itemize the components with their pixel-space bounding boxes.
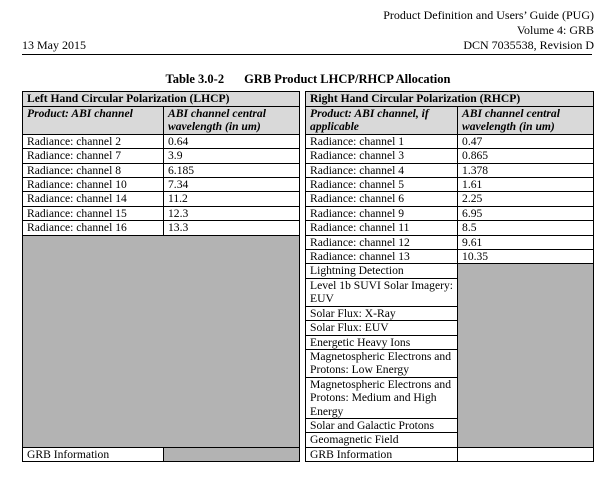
lhcp-product-cell: Radiance: channel 10: [23, 178, 164, 192]
header-title-line1: Product Definition and Users’ Guide (PUG): [383, 8, 594, 22]
lhcp-product-cell: Radiance: channel 15: [23, 206, 164, 220]
lhcp-wavelength-cell: 13.3: [164, 221, 300, 235]
lhcp-wavelength-cell: 6.185: [164, 163, 300, 177]
header-doc-number: DCN 7035538, Revision D: [463, 38, 594, 52]
rhcp-footer-blank: [458, 447, 594, 461]
table-row: [23, 221, 594, 235]
rhcp-product-cell: Radiance: channel 12: [306, 235, 458, 249]
lhcp-footer-gray: [164, 447, 300, 461]
rhcp-product-cell: Radiance: channel 4: [306, 163, 458, 177]
rhcp-other-product-cell: Magnetospheric Electrons and Protons: Medium and High Energy: [306, 377, 458, 418]
lhcp-product-cell: Radiance: channel 8: [23, 163, 164, 177]
column-header-row: [23, 107, 594, 135]
table-row: [23, 149, 594, 163]
table-row: [23, 206, 594, 220]
table-row: [23, 178, 594, 192]
caption-number: Table 3.0-2: [165, 72, 225, 86]
rhcp-other-product-cell: Solar and Galactic Protons: [306, 418, 458, 432]
header-rule: [22, 54, 592, 55]
footer-row: [23, 447, 594, 461]
lhcp-product-cell: Radiance: channel 14: [23, 192, 164, 206]
rhcp-product-cell: Radiance: channel 6: [306, 192, 458, 206]
rhcp-wavelength-cell: 6.95: [458, 206, 594, 220]
rhcp-product-cell: Radiance: channel 3: [306, 149, 458, 163]
rhcp-wavelength-cell: 9.61: [458, 235, 594, 249]
rhcp-unused-block: [458, 264, 594, 447]
rhcp-other-product-cell: Solar Flux: X-Ray: [306, 306, 458, 320]
rhcp-col-product: Product: ABI channel, if applicable: [306, 107, 458, 135]
rhcp-product-cell: Radiance: channel 9: [306, 206, 458, 220]
lhcp-product-cell: Radiance: channel 16: [23, 221, 164, 235]
allocation-table-body: [23, 92, 594, 462]
lhcp-product-cell: Radiance: channel 7: [23, 149, 164, 163]
lhcp-unused-block: [23, 235, 300, 447]
table-row: [23, 163, 594, 177]
table-row: [23, 192, 594, 206]
rhcp-other-product-cell: Geomagnetic Field: [306, 433, 458, 447]
lhcp-wavelength-cell: 12.3: [164, 206, 300, 220]
table-caption: [0, 72, 616, 87]
lhcp-heading: Left Hand Circular Polarization (LHCP): [23, 92, 300, 107]
table-row: [23, 235, 594, 249]
table-row: [23, 134, 594, 148]
rhcp-other-product-cell: Magnetospheric Electrons and Protons: Low Energy: [306, 349, 458, 377]
header-date: 13 May 2015: [22, 38, 86, 52]
rhcp-wavelength-cell: 0.47: [458, 134, 594, 148]
rhcp-other-product-cell: Energetic Heavy Ions: [306, 335, 458, 349]
rhcp-product-cell: Radiance: channel 11: [306, 221, 458, 235]
rhcp-wavelength-cell: 8.5: [458, 221, 594, 235]
rhcp-wavelength-cell: 2.25: [458, 192, 594, 206]
lhcp-col-product: Product: ABI channel: [23, 107, 164, 135]
rhcp-heading: Right Hand Circular Polarization (RHCP): [306, 92, 594, 107]
rhcp-wavelength-cell: 1.61: [458, 178, 594, 192]
rhcp-other-product-cell: Lightning Detection: [306, 264, 458, 278]
rhcp-product-cell: Radiance: channel 13: [306, 250, 458, 264]
allocation-table: [22, 91, 594, 462]
rhcp-product-cell: Radiance: channel 5: [306, 178, 458, 192]
rhcp-wavelength-cell: 1.378: [458, 163, 594, 177]
lhcp-col-wavelength: ABI channel central wavelength (in um): [164, 107, 300, 135]
rhcp-other-product-cell: Level 1b SUVI Solar Imagery: EUV: [306, 278, 458, 306]
lhcp-footer-label: GRB Information: [23, 447, 164, 461]
rhcp-other-product-cell: Solar Flux: EUV: [306, 321, 458, 335]
lhcp-wavelength-cell: 7.34: [164, 178, 300, 192]
group-heading-row: [23, 92, 594, 107]
header-title-line2: Volume 4: GRB: [516, 23, 594, 37]
lhcp-wavelength-cell: 11.2: [164, 192, 300, 206]
rhcp-wavelength-cell: 0.865: [458, 149, 594, 163]
rhcp-col-wavelength: ABI channel central wavelength (in um): [458, 107, 594, 135]
rhcp-wavelength-cell: 10.35: [458, 250, 594, 264]
lhcp-wavelength-cell: 0.64: [164, 134, 300, 148]
rhcp-product-cell: Radiance: channel 1: [306, 134, 458, 148]
lhcp-product-cell: Radiance: channel 2: [23, 134, 164, 148]
rhcp-footer-label: GRB Information: [306, 447, 458, 461]
caption-title: GRB Product LHCP/RHCP Allocation: [244, 72, 451, 86]
lhcp-wavelength-cell: 3.9: [164, 149, 300, 163]
